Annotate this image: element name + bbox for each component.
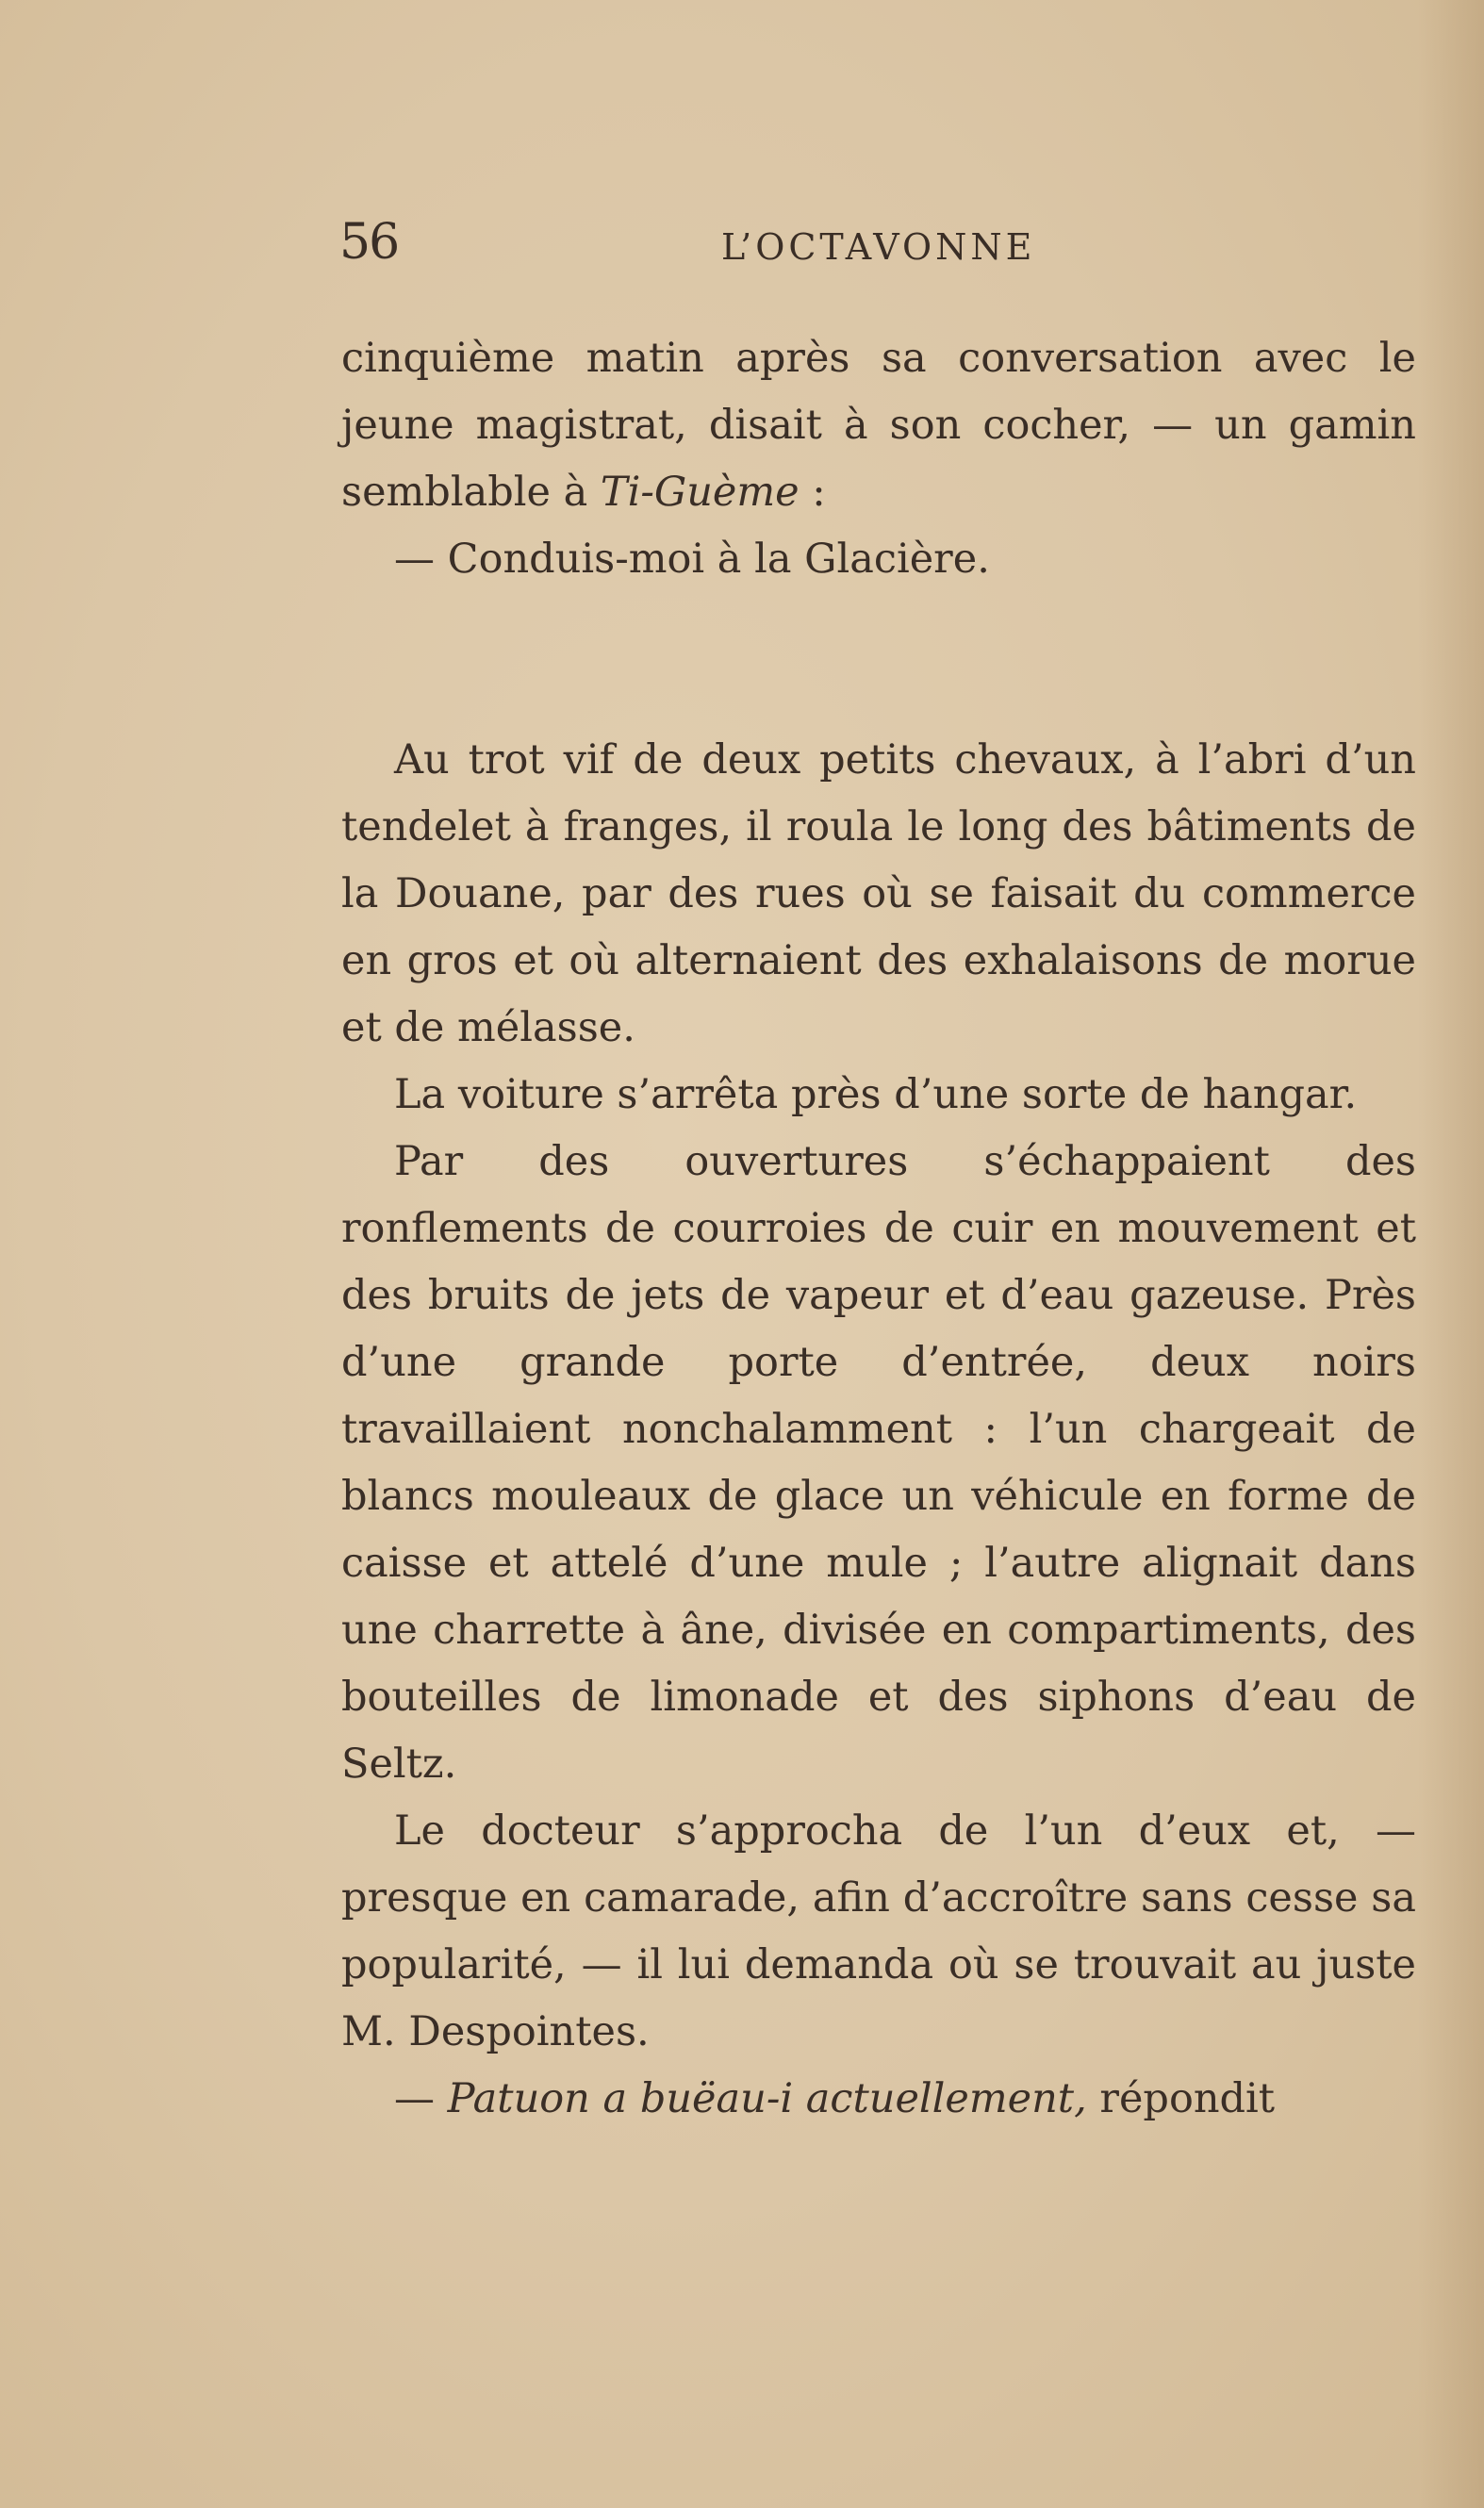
running-title: L’OCTAVONNE xyxy=(721,226,1036,268)
dialogue-line: — Conduis-moi à la Glacière. xyxy=(394,536,990,583)
paragraph-text: cinquième matin après sa conversation avec le jeune magistrat, disait à son cocher, — un gamin semblable à xyxy=(341,335,1416,516)
page-header xyxy=(339,209,1414,275)
dialogue-dash: — xyxy=(394,2075,448,2122)
paragraph-continued xyxy=(341,325,1416,526)
paragraph: Le docteur s’approcha de l’un d’eux et, — presque en camarade, afin d’accroître sans cesse sa popularité, — il lui demanda où se trouvait au juste M. Despointes. xyxy=(341,1807,1416,2055)
paragraph: Au trot vif de deux petits chevaux, à l’abri d’un tendelet à franges, il roula le long des bâtiments de la Douane, par des rues où se faisait du commerce en gros et où alternaient des exhalaisons de morue et de mélasse. xyxy=(341,736,1416,1051)
page-edge-shadow xyxy=(1418,0,1484,2508)
paragraph-text: : xyxy=(799,469,826,516)
paragraph-text: répondit xyxy=(1086,2075,1276,2122)
italic-name: Ti-Guème xyxy=(600,469,800,516)
paragraph: Par des ouvertures s’échappaient des ronflements de courroies de cuir en mouvement et des bruits de jets de vapeur et d’eau gazeuse. Près d’une grande porte d’entrée, deux noirs travaillaient nonchalamment : l’un chargeait de blancs mouleaux de glace un véhicule en forme de caisse et attelé d’une mule ; l’autre alignait dans une charrette à âne, divisée en compartiments, des bouteilles de limonade et des siphons d’eau de Seltz. xyxy=(341,1138,1416,1788)
body-text xyxy=(341,325,1416,2133)
paragraph: La voiture s’arrêta près d’une sorte de hangar. xyxy=(394,1071,1358,1118)
page-number: 56 xyxy=(339,214,399,271)
dialogue-line xyxy=(341,2066,1416,2133)
italic-dialogue: Patuon a buëau-i actuellement, xyxy=(447,2075,1087,2122)
